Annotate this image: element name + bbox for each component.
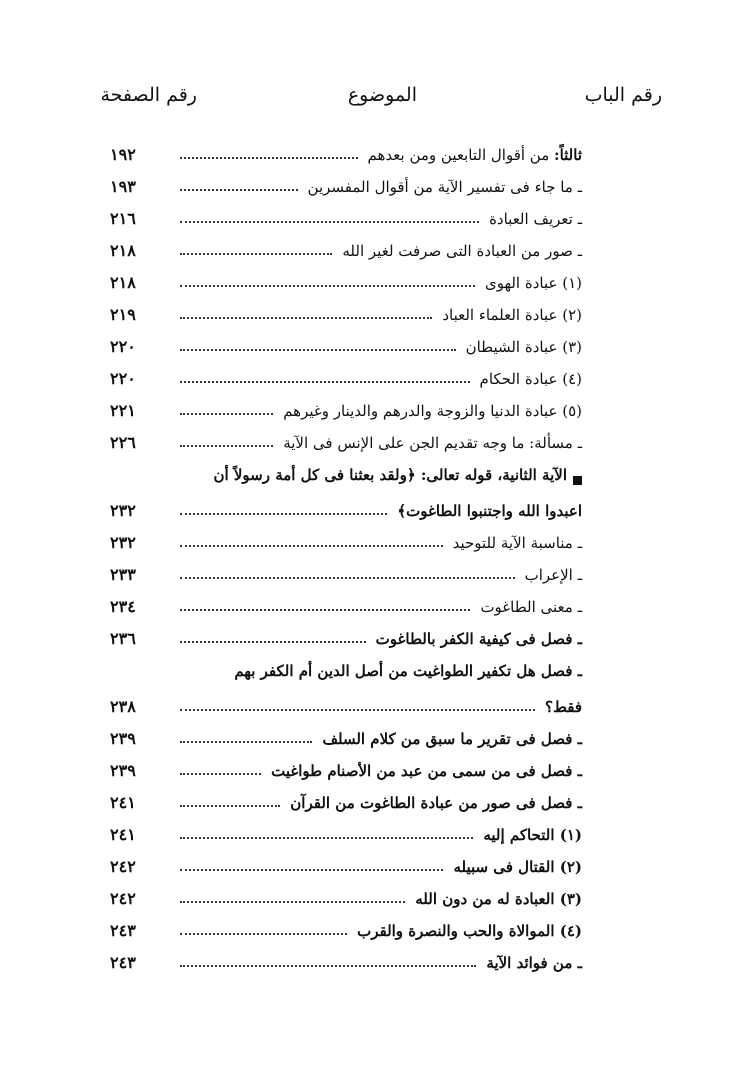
topic-heading: الموضوع <box>347 84 417 106</box>
page-number: ٢٢٠ <box>110 337 136 356</box>
page-number: ٢٣٩ <box>110 761 136 780</box>
toc-row-section <box>110 453 582 485</box>
toc-entry: (٤) عبادة الحكام <box>479 370 582 388</box>
toc-entry: (١) التحاكم إليه <box>483 826 582 844</box>
toc-row <box>110 909 582 941</box>
toc-row <box>110 229 582 261</box>
page-number: ٢٢٦ <box>110 433 136 452</box>
toc-entry: ـ معنى الطاغوت <box>480 598 582 616</box>
toc-entry: (٥) عبادة الدنيا والزوجة والدرهم والدينار وغيرهم <box>283 402 582 420</box>
toc-entry: ـ مناسبة الآية للتوحيد <box>452 534 582 552</box>
section-heading: الآية الثانية، قوله تعالى: ﴿ولقد بعثنا فى كل أمة رسولاً أن <box>213 466 567 484</box>
page-number: ٢٢٠ <box>110 369 136 388</box>
entry-text: من أقوال التابعين ومن بعدهم <box>367 146 550 164</box>
page-number: ٢٣٤ <box>110 597 136 616</box>
table-of-contents <box>110 133 582 973</box>
toc-row <box>110 261 582 293</box>
page-number: ٢٣٣ <box>110 565 136 584</box>
page-number: ٢١٨ <box>110 241 136 260</box>
leader-dots <box>180 545 443 547</box>
leader-dots <box>180 157 358 159</box>
leader-dots <box>180 513 387 515</box>
toc-entry: ـ صور من العبادة التى صرفت لغير الله <box>342 242 582 260</box>
leader-dots <box>180 381 470 383</box>
toc-entry: (٢) القتال فى سبيله <box>453 858 582 876</box>
page-number: ٢١٨ <box>110 273 136 292</box>
toc-row <box>110 421 582 453</box>
page-number: ٢٤٢ <box>110 889 136 908</box>
section-heading-continued: اعبدوا الله واجتنبوا الطاغوت﴾ <box>397 502 582 520</box>
leader-dots <box>180 349 456 351</box>
toc-row <box>110 845 582 877</box>
toc-entry: ـ فصل فى من سمى من عبد من الأصنام طواغيت <box>271 762 582 780</box>
toc-row <box>110 389 582 421</box>
toc-entry: ـ فصل فى كيفية الكفر بالطاغوت <box>375 630 582 648</box>
leader-dots <box>180 221 479 223</box>
toc-entry: (١) عبادة الهوى <box>484 274 582 292</box>
toc-entry: ـ الإعراب <box>524 566 582 584</box>
leader-dots <box>180 837 473 839</box>
leader-dots <box>180 189 298 191</box>
leader-dots <box>180 869 443 871</box>
toc-entry-continued: فقط؟ <box>545 698 582 716</box>
toc-entry: ـ ما جاء فى تفسير الآية من أقوال المفسرين <box>307 178 582 196</box>
leader-dots <box>180 285 475 287</box>
page-number: ٢٣٢ <box>110 533 136 552</box>
leader-dots <box>180 413 273 415</box>
leader-dots <box>180 709 535 711</box>
page-number: ٢٢١ <box>110 401 136 420</box>
page-number: ١٩٢ <box>110 145 136 164</box>
page-number: ٢٤١ <box>110 793 136 812</box>
toc-entry: ـ تعريف العبادة <box>489 210 582 228</box>
toc-row <box>110 357 582 389</box>
square-bullet-icon <box>573 476 582 485</box>
leader-dots <box>180 253 332 255</box>
toc-entry <box>368 145 582 165</box>
toc-row <box>110 813 582 845</box>
toc-entry: (٤) الموالاة والحب والنصرة والقرب <box>357 922 582 940</box>
leader-dots <box>180 445 273 447</box>
toc-row <box>110 165 582 197</box>
page-number: ٢٣٨ <box>110 697 136 716</box>
leader-dots <box>180 805 280 807</box>
leader-dots <box>180 901 405 903</box>
leader-dots <box>180 965 476 967</box>
toc-row <box>110 585 582 617</box>
toc-row <box>110 877 582 909</box>
toc-row <box>110 717 582 749</box>
toc-row <box>110 649 582 681</box>
page-number: ٢٤٣ <box>110 953 136 972</box>
page-number: ٢٤٢ <box>110 857 136 876</box>
toc-row <box>110 553 582 585</box>
leader-dots <box>180 933 347 935</box>
leader-dots <box>180 773 261 775</box>
page-number: ٢١٩ <box>110 305 136 324</box>
toc-entry: (٣) عبادة الشيطان <box>465 338 582 356</box>
leader-dots <box>180 641 366 643</box>
toc-entry: (٣) العبادة له من دون الله <box>415 890 582 908</box>
toc-row <box>110 293 582 325</box>
chapter-number-heading: رقم الباب <box>584 84 662 106</box>
leader-dots <box>180 609 470 611</box>
column-header <box>90 84 662 118</box>
toc-row <box>110 197 582 229</box>
leader-dots <box>180 741 312 743</box>
page-number: ٢٣٢ <box>110 501 136 520</box>
toc-row <box>110 681 582 717</box>
toc-row <box>110 485 582 521</box>
toc-row <box>110 781 582 813</box>
toc-entry: ـ من فوائد الآية <box>486 954 582 972</box>
toc-entry: (٢) عبادة العلماء العباد <box>442 306 582 324</box>
toc-entry: ـ فصل هل تكفير الطواغيت من أصل الدين أم الكفر بهم <box>234 662 582 680</box>
page-number: ١٩٣ <box>110 177 136 196</box>
toc-row <box>110 133 582 165</box>
page-number: ٢١٦ <box>110 209 136 228</box>
toc-entry: ـ فصل فى صور من عبادة الطاغوت من القرآن <box>290 794 582 812</box>
toc-row <box>110 521 582 553</box>
leader-dots <box>180 317 432 319</box>
toc-row <box>110 749 582 781</box>
page-number: ٢٣٦ <box>110 629 136 648</box>
page-number: ٢٤١ <box>110 825 136 844</box>
leader-dots <box>180 577 515 579</box>
toc-row <box>110 325 582 357</box>
page-number-heading: رقم الصفحة <box>100 84 197 106</box>
toc-row <box>110 617 582 649</box>
page-number: ٢٤٣ <box>110 921 136 940</box>
page-number: ٢٣٩ <box>110 729 136 748</box>
entry-lead: ثالثاً: <box>554 146 582 164</box>
toc-row <box>110 941 582 973</box>
toc-entry: ـ مسألة: ما وجه تقديم الجن على الإنس فى الآية <box>283 434 582 452</box>
toc-entry: ـ فصل فى تقرير ما سبق من كلام السلف <box>322 730 582 748</box>
